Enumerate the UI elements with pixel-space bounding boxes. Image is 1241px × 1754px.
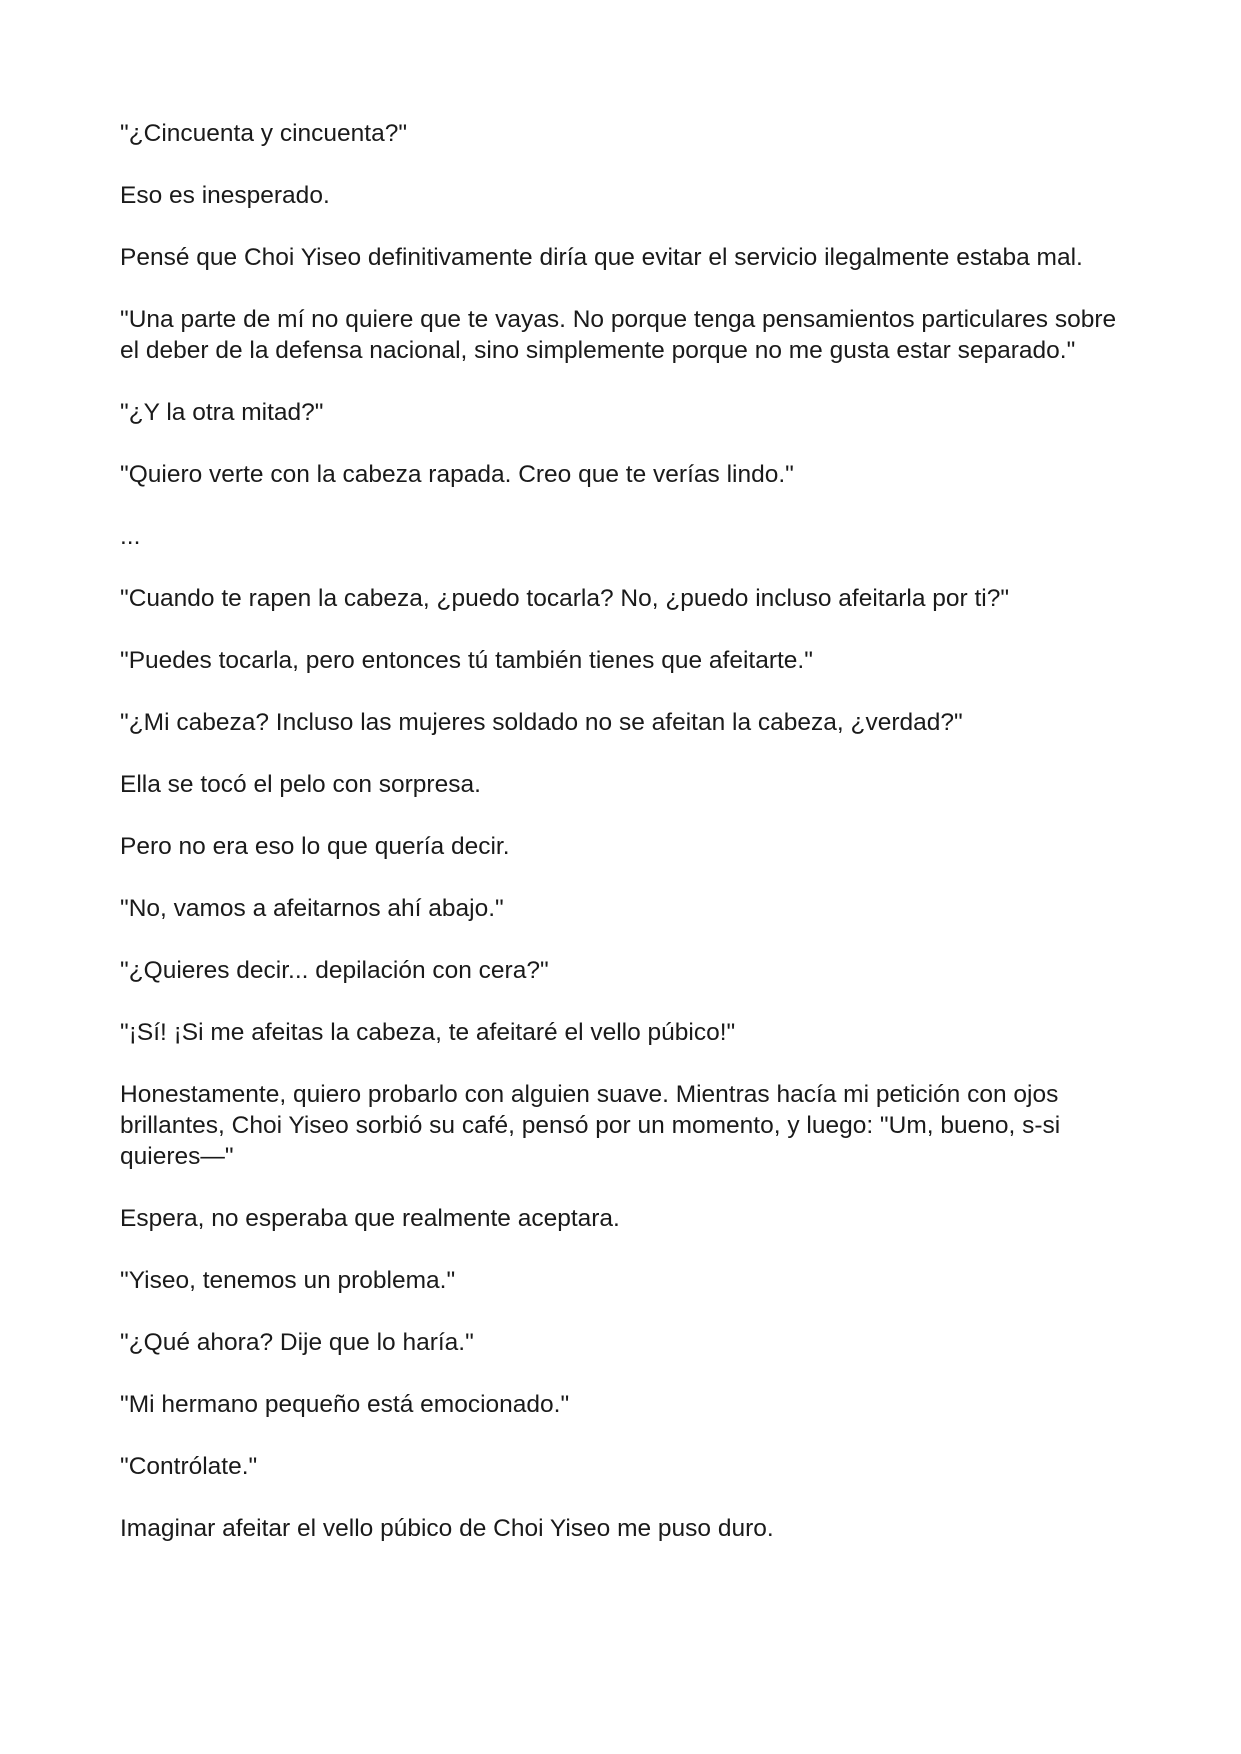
paragraph: "¿Y la otra mitad?" xyxy=(120,399,324,426)
paragraph: "¿Qué ahora? Dije que lo haría." xyxy=(120,1329,474,1356)
paragraph: Pero no era eso lo que quería decir. xyxy=(120,833,510,860)
paragraph: Eso es inesperado. xyxy=(120,182,330,209)
paragraph: Ella se tocó el pelo con sorpresa. xyxy=(120,771,481,798)
paragraph: Imaginar afeitar el vello púbico de Choi Yiseo me puso duro. xyxy=(120,1515,774,1542)
paragraph: "¡Sí! ¡Si me afeitas la cabeza, te afeitaré el vello púbico!" xyxy=(120,1019,736,1046)
paragraph: "Yiseo, tenemos un problema." xyxy=(120,1267,456,1294)
paragraph: "Contrólate." xyxy=(120,1453,258,1480)
paragraph: "¿Cincuenta y cincuenta?" xyxy=(120,120,408,147)
paragraph: "Una parte de mí no quiere que te vayas. No porque tenga pensamientos particulares sobre el deber de la defensa nacional, sino simplemente porque no me gusta estar separado." xyxy=(120,306,1117,364)
paragraph: "No, vamos a afeitarnos ahí abajo." xyxy=(120,895,504,922)
paragraph: "¿Quieres decir... depilación con cera?" xyxy=(120,957,549,984)
paragraph: "Cuando te rapen la cabeza, ¿puedo tocarla? No, ¿puedo incluso afeitarla por ti?" xyxy=(120,585,1010,612)
paragraph: "Quiero verte con la cabeza rapada. Creo que te verías lindo." xyxy=(120,461,794,488)
paragraph: Honestamente, quiero probarlo con alguien suave. Mientras hacía mi petición con ojos brillantes, Choi Yiseo sorbió su café, pensó por un momento, y luego: "Um, bueno, s-si quieres—" xyxy=(120,1081,1061,1170)
document-body xyxy=(120,118,1130,1575)
paragraph: "Mi hermano pequeño está emocionado." xyxy=(120,1391,570,1418)
paragraph: ... xyxy=(120,523,141,550)
paragraph: Pensé que Choi Yiseo definitivamente diría que evitar el servicio ilegalmente estaba mal. xyxy=(120,244,1083,271)
paragraph: "¿Mi cabeza? Incluso las mujeres soldado no se afeitan la cabeza, ¿verdad?" xyxy=(120,709,963,736)
paragraph: "Puedes tocarla, pero entonces tú también tienes que afeitarte." xyxy=(120,647,813,674)
paragraph: Espera, no esperaba que realmente aceptara. xyxy=(120,1205,620,1232)
